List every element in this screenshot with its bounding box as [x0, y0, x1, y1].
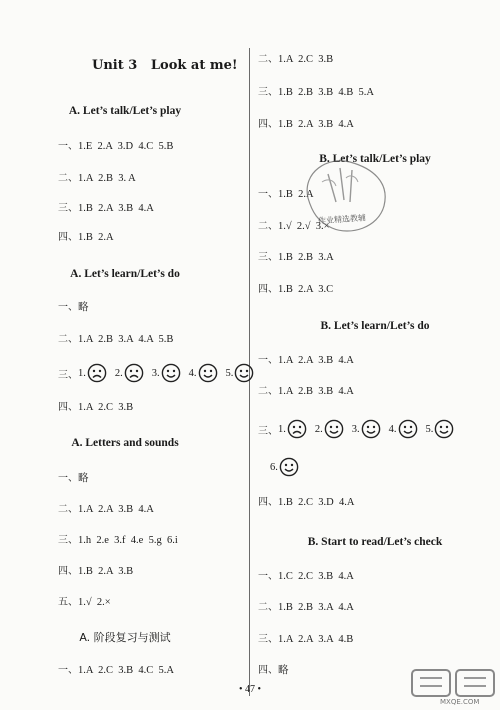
sad-face-icon [124, 363, 144, 383]
answer-line: 四、略 [258, 665, 289, 676]
section-title-a-talk: A. Let’s talk/Let’s play [68, 105, 182, 117]
answer-line: 三、1.B 2.B 3.B 4.B 5.A [258, 87, 374, 98]
face-answer [315, 419, 344, 439]
face-answer [115, 363, 144, 383]
answer-line: 三、1.B 2.A 3.B 4.A [58, 203, 154, 214]
answer-line: 二、1.A 2.B 3.B 4.A [258, 386, 354, 397]
answer-number: 1. [78, 367, 86, 379]
answer-line: 二、1.A 2.B 3. A [58, 173, 136, 184]
answer-label: 三、 [258, 425, 278, 437]
answer-line: 一、1.A 2.C 3.B 4.C 5.A [58, 665, 174, 676]
answer-line: 一、略 [58, 302, 89, 313]
happy-face-icon [361, 419, 381, 439]
answer-line: 二、1.B 2.B 3.A 4.A [258, 602, 354, 613]
answer-line: 一、1.E 2.A 3.D 4.C 5.B [58, 141, 174, 152]
stamp-text: 作业精选教辅 [317, 213, 367, 226]
happy-face-icon [398, 419, 418, 439]
sad-face-icon [87, 363, 107, 383]
happy-face-icon [434, 419, 454, 439]
section-title-a-learn: A. Let’s learn/Let’s do [70, 268, 180, 280]
answer-line: 二、1.A 2.C 3.B [258, 54, 334, 65]
unit-title: Unit 3 Look at me! [92, 58, 238, 73]
answer-number: 3. [151, 367, 160, 379]
answer-line: 一、1.A 2.A 3.B 4.A [258, 355, 354, 366]
answer-line: 二、1.√ 2.√ 3.× [258, 221, 330, 232]
happy-face-icon [198, 363, 218, 383]
face-answer [78, 363, 107, 383]
answer-line: 五、1.√ 2.× [58, 597, 111, 608]
answer-line: 四、1.A 2.C 3.B [58, 402, 134, 413]
stamp-seal [298, 152, 394, 238]
face-answer [189, 363, 218, 383]
answer-line: 二、1.A 2.A 3.B 4.A [58, 504, 154, 515]
section-title-b-learn: B. Let’s learn/Let’s do [320, 320, 430, 332]
face-answer [426, 419, 455, 439]
answer-line: 二、1.A 2.B 3.A 4.A 5.B [58, 334, 174, 345]
answer-label: 三、 [58, 369, 78, 381]
watermark-text: MXQE.COM [440, 698, 480, 706]
face-answer [152, 363, 181, 383]
section-title-a-review: A. 阶段复习与测试 [79, 631, 171, 644]
answer-number: 4. [388, 423, 397, 435]
face-answer-row [258, 419, 462, 439]
happy-face-icon [279, 457, 299, 477]
section-title-a-letters: A. Letters and sounds [71, 437, 179, 449]
answer-number: 6. [270, 461, 278, 473]
face-answer-row [270, 457, 307, 477]
answer-line: 三、1.h 2.e 3.f 4.e 5.g 6.i [58, 535, 178, 546]
left-column [0, 0, 250, 700]
section-title-b-check: B. Start to read/Let’s check [307, 536, 443, 548]
answer-line: 四、1.B 2.A [58, 232, 114, 243]
answer-number: 2. [114, 367, 123, 379]
answer-number: 3. [351, 423, 360, 435]
answer-number: 5. [225, 367, 234, 379]
answer-line: 四、1.B 2.A 3.C [258, 284, 334, 295]
answer-number: 5. [425, 423, 434, 435]
right-column [250, 0, 500, 700]
answer-number: 4. [188, 367, 197, 379]
happy-face-icon [161, 363, 181, 383]
sad-face-icon [287, 419, 307, 439]
face-answer-row [58, 363, 262, 383]
answer-line: 一、1.B 2.A [258, 189, 314, 200]
section-title-b-talk: B. Let’s talk/Let’s play [319, 153, 431, 165]
face-answer [352, 419, 381, 439]
answer-line: 四、1.B 2.A 3.B 4.A [258, 119, 354, 130]
answer-line: 一、1.C 2.C 3.B 4.A [258, 571, 354, 582]
answer-line: 三、1.B 2.B 3.A [258, 252, 334, 263]
answer-number: 2. [314, 423, 323, 435]
face-answer [278, 419, 307, 439]
page-number: • 47 • [238, 684, 261, 695]
answer-line: 四、1.B 2.C 3.D 4.A [258, 497, 355, 508]
answer-line: 三、1.A 2.A 3.A 4.B [258, 634, 354, 645]
answer-line: 四、1.B 2.A 3.B [58, 566, 134, 577]
answer-number: 1. [278, 423, 286, 435]
happy-face-icon [324, 419, 344, 439]
answer-line: 一、略 [58, 473, 89, 484]
face-answer [270, 457, 299, 477]
face-answer [389, 419, 418, 439]
